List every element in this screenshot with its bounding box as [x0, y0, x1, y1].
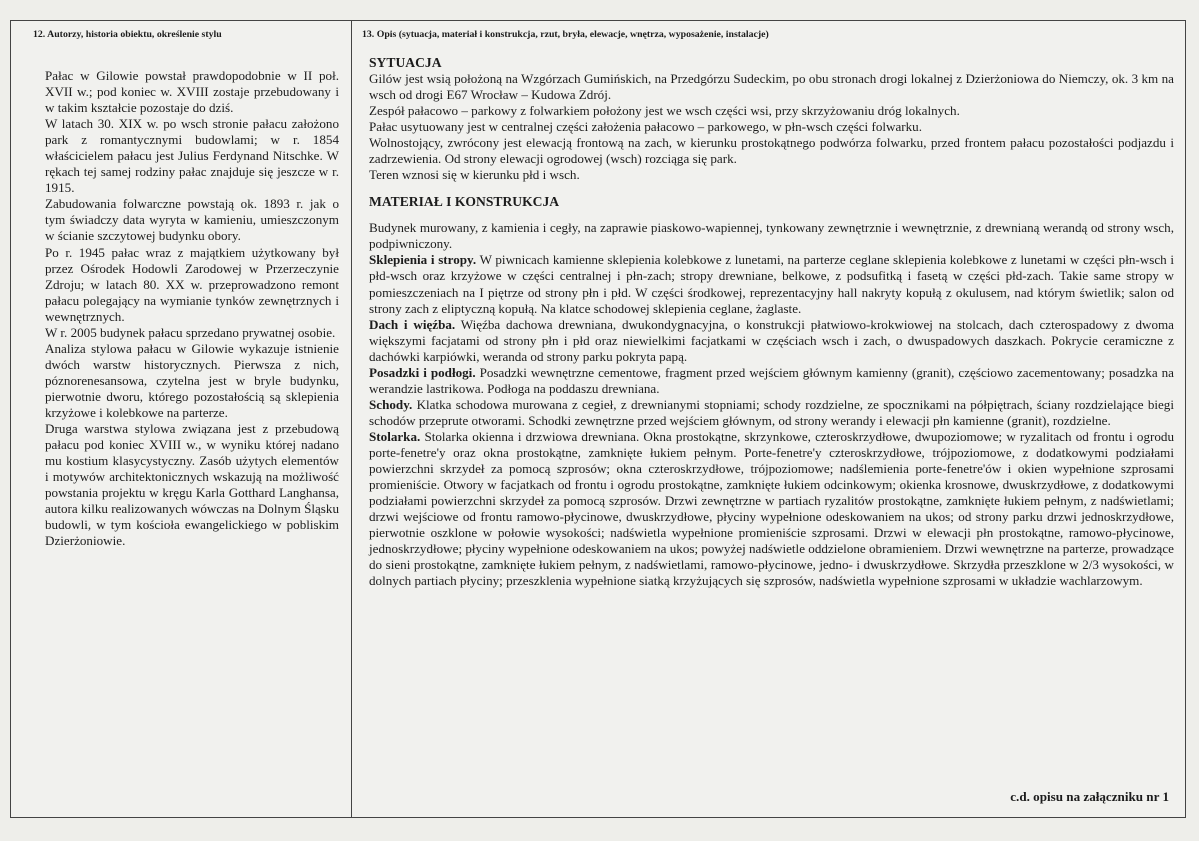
- situation-paragraph: Zespół pałacowo – parkowy z folwarkiem położony jest we wsch części wsi, przy skrzyżowaniu dróg lokalnych.: [369, 103, 960, 119]
- section-heading-material: MATERIAŁ I KONSTRUKCJA: [369, 194, 560, 210]
- material-intro: Budynek murowany, z kamienia i cegły, na zaprawie piaskowo-wapiennej, tynkowany zewnętrznie i wewnętrznie, z drewnianą werandą od strony wsch, podpiwniczony.: [369, 220, 1174, 252]
- history-paragraph: Analiza stylowa pałacu w Gilowie wykazuje istnienie dwóch warstw historycznych. Pierwsza z nich, póznorenesansowa, czytelna jest w bryle budynku, pierwotnie dworu, którego pozostałością są sklepienia krzyżowe i kolebkowe na parterze.: [45, 340, 339, 420]
- material-item-joinery: [369, 429, 1174, 589]
- history-paragraph: W r. 2005 budynek pałacu sprzedano prywatnej osobie.: [45, 324, 336, 340]
- situation-paragraph: Wolnostojący, zwrócony jest elewacją frontową na zach, w kierunku prostokątnego podwórza folwarku, przed frontem pałacu pozostałości podjazdu i zadrzewienia. Od strony elewacji ogrodowej (wsch) rozciąga się park.: [369, 135, 1174, 167]
- description-field-title: 13. Opis (sytuacja, materiał i konstrukcja, rzut, bryła, elewacje, wnętrza, wyposażenie, instalacje): [362, 29, 769, 40]
- item-text: Więźba dachowa drewniana, dwukondygnacyjna, o konstrukcji płatwiowo-krokwiowej na stolcach, dach czterospadowy z dwoma większymi facjatami od strony płn i płd oraz niewielkimi facjatkami w częściach wsch i zach, o dwuspadowych daszkach. Pokrycie ceramiczne z dachówki karpiówki, weranda od strony parku pokryta papą.: [369, 316, 1174, 364]
- situation-paragraph: Pałac usytuowany jest w centralnej części założenia pałacowo – parkowego, w płn-wsch części folwarku.: [369, 119, 922, 135]
- material-item-roof: [369, 317, 1174, 365]
- history-paragraph: Druga warstwa stylowa związana jest z przebudową pałacu pod koniec XVIII w., w wyniku której nadano mu kostium klasycystyczny. Zasób użytych elementów i motywów architektonicznych wskazują na możliwość powstania projektu w kręgu Karla Gotthard Langhansa, autora kilku realizowanych wówczas na Dolnym Śląsku budowli, w tym kościoła ewangelickiego w pobliskim Dzierżoniowie.: [45, 421, 339, 549]
- item-label: Schody.: [369, 396, 413, 412]
- item-label: Dach i więźba.: [369, 316, 456, 332]
- form-sheet: [10, 20, 1186, 818]
- history-paragraph: Pałac w Gilowie powstał prawdopodobnie w II poł. XVII w.; pod koniec w. XVIII zostaje przebudowany i w takim kształcie pozostaje do dziś.: [45, 68, 339, 116]
- item-text: Stolarka okienna i drzwiowa drewniana. Okna prostokątne, skrzynkowe, czteroskrzydłowe, dwupoziomowe; w ryzalitach od frontu i ogrodu porte-fenetre'y oraz okna prostokątne, zamknięte łukiem pełnym. Porte-fenetre'y czteroskrzydłowe, trójpoziomowe, z dodatkowymi podziałami powierzchni skrzydeł za pomocą szprosów; okna czteroskrzydłowe, trójpoziomowe; nadślemienia porte-fenetre'ów i okien wypełnione szprosami promieniście. Otwory w facjatkach od frontu i ogrodu prostokątne, zamknięte łukiem odcinkowym; okienka krosnowe, dwuskrzydłowe, z dodatkowymi podziałami powierzchni skrzydeł za pomocą szprosów. Drzwi zewnętrzne w partiach ryzalitów prostokątne, zamknięte łukiem pełnym, z nadświetlami; drzwi wejściowe od frontu ramowo-płycinowe, dwuskrzydłowe, płyciny wypełnione odeskowaniem na ukos; od strony parku drzwi jednoskrzydłowe, pierwotnie oszklone w połowie wysokości; nadświetla wypełnione promieniście szprosami. Drzwi w elewacji płn prostokątne, ramowo-płycinowe, jednoskrzydłowe; płyciny wypełnione odeskowaniem na ukos; powyżej nadświetle oddzielone obramieniem. Drzwi wewnętrzne na parterze, prowadzące do sieni prostokątne, zamknięte łukiem pełnym, z nadświetlami, ramowo-płycinowe, jedno- i dwuskrzydłowe. Skrzydła przeszklone w 2/3 wysokości, w dolnych partiach płyciny; przeszklenia wypełnione siatką krzyżujących się szprosów, nadświetla wypełnione szprosami w układzie wachlarzowym.: [369, 428, 1174, 589]
- material-item-stairs: [369, 397, 1174, 429]
- item-text: W piwnicach kamienne sklepienia kolebkowe z lunetami, na parterze ceglane sklepienia kolebkowe z lunetami w części płn-wsch i płd-wsch oraz krzyżowe w części centralnej i płn-zach; stropy drewniane, belkowe, z podsufitką i fasetą w części płd-zach. Takie same stropy w pomieszczeniach na I piętrze od strony płn i płd. W części środkowej, reprezentacyjny hall nakryty kopułą z okulusem, nad którym świetlik; salon od strony zach z eliptyczną kopułą. Na klatce schodowej sklepienia ceglane, żaglaste.: [369, 252, 1174, 316]
- situation-paragraph: Teren wznosi się w kierunku płd i wsch.: [369, 167, 580, 183]
- item-text: Posadzki wewnętrzne cementowe, fragment przed wejściem głównym kamienny (granit), częściowo zacementowany; posadzka na werandzie lastrikowa. Podłoga na poddaszu drewniana.: [369, 364, 1174, 396]
- history-paragraph: W latach 30. XIX w. po wsch stronie pałacu założono park z romantycznymi budowlami; w r. 1854 właścicielem pałacu jest Julius Ferdynand Nitschke. W rękach tej samej rodziny pałac znajduje się jeszcze w r. 1915.: [45, 116, 339, 196]
- item-text: Klatka schodowa murowana z cegieł, z drewnianymi stopniami; schody rozdzielne, ze spocznikami na półpiętrach, ściany rozdzielające biegi schodów przeprute otworami. Schodki zewnętrzne przed wejściem głównym, od strony werandy i elewacji płn kamienne (granit), rozdzielne.: [369, 396, 1174, 428]
- item-label: Stolarka.: [369, 428, 421, 444]
- item-label: Posadzki i podłogi.: [369, 364, 476, 380]
- history-field-title: 12. Autorzy, historia obiektu, określenie stylu: [33, 29, 222, 40]
- item-label: Sklepienia i stropy.: [369, 252, 477, 268]
- situation-paragraph: Gilów jest wsią położoną na Wzgórzach Gumińskich, na Przedgórzu Sudeckim, po obu stronach drogi lokalnej z Dzierżoniowa do Niemczy, ok. 3 km na wsch od drogi E67 Wrocław – Kudowa Zdrój.: [369, 71, 1174, 103]
- material-item-floors: [369, 365, 1174, 397]
- history-text: [45, 68, 339, 549]
- description-column: [352, 21, 1185, 817]
- continuation-note: c.d. opisu na załączniku nr 1: [1010, 789, 1169, 804]
- history-paragraph: Zabudowania folwarczne powstają ok. 1893 r. jak o tym świadczy data wyryta w kamieniu, umieszczonym w ścianie szczytowej budynku obory.: [45, 196, 339, 244]
- description-text: [369, 55, 1174, 589]
- material-item-vaults: [369, 252, 1174, 316]
- history-paragraph: Po r. 1945 pałac wraz z majątkiem użytkowany był przez Ośrodek Hodowli Zarodowej w Przerzeczynie Zdroju; w latach 80. XX w. przeprowadzono remont pałacu polegający na wymianie tynków zewnętrznych i wewnętrznych.: [45, 244, 339, 324]
- section-heading-situation: SYTUACJA: [369, 55, 442, 70]
- history-column: [11, 21, 351, 817]
